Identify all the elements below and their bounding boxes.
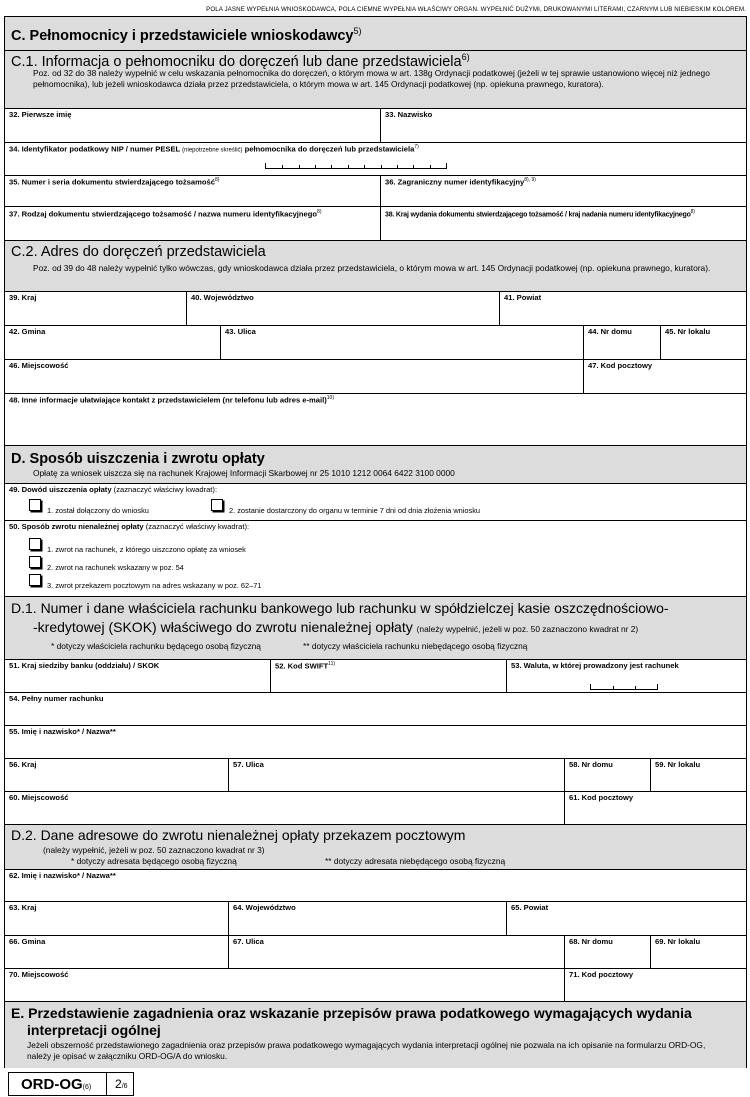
field-43-label: 43. Ulica — [225, 327, 256, 336]
field-37-label: 37. Rodzaj dokumentu stwierdzającego tożsamość / nazwa numeru identyfikacyjnego$^{8)}$ — [9, 209, 322, 219]
section-e-title-line-2: interpretacji ogólnej — [27, 1022, 161, 1038]
field-39-label: 39. Kraj — [9, 293, 37, 302]
section-e-description: Jeżeli obszerność przedstawionego zagadnienia oraz przepisów prawa podatkowego wymagających wydania interpretacji ogólnej nie pozwala na ich opisanie na formularzu ORD-OG, należy je opisać w załączniku ORD-OG/A do wniosku. — [27, 1040, 706, 1061]
section-c-title: C. Pełnomocnicy i przedstawiciele wnioskodawcy$^{5)}$ — [11, 26, 362, 44]
field-49-label: 49. Dowód uiszczenia opłaty (zaznaczyć właściwy kwadrat): — [9, 485, 218, 494]
field-35-label: 35. Numer i seria dokumentu stwierdzającego tożsamość$^{8)}$ — [9, 177, 220, 187]
field-34-input[interactable] — [265, 163, 447, 169]
field-64-label: 64. Województwo — [233, 903, 296, 912]
field-42-label: 42. Gmina — [9, 327, 46, 336]
field-49-option-1-checkbox[interactable] — [29, 499, 41, 511]
section-d2-note-1: * dotyczy adresata będącego osobą fizyczną — [71, 856, 237, 866]
footer-form-id — [8, 1072, 134, 1096]
section-d1-header — [5, 597, 746, 659]
field-46-label: 46. Miejscowość — [9, 361, 69, 370]
section-d1-title-line-2: -kredytowej (SKOK) właściwego do zwrotu nienależnej opłaty (należy wypełnić, jeżeli w poz. 50 zaznaczono kwadrat nr 2) — [33, 619, 639, 635]
field-36-label: 36. Zagraniczny numer identyfikacyjny$^{8), 9)}$ — [385, 177, 536, 187]
field-61-label: 61. Kod pocztowy — [569, 793, 634, 802]
field-71-label: 71. Kod pocztowy — [569, 970, 634, 979]
field-40-label: 40. Województwo — [191, 293, 254, 302]
field-67-label: 67. Ulica — [233, 937, 264, 946]
field-49-option-2-checkbox[interactable] — [211, 499, 223, 511]
field-59-label: 59. Nr lokalu — [655, 760, 701, 769]
field-33-label: 33. Nazwisko — [385, 110, 433, 119]
field-65-label: 65. Powiat — [511, 903, 549, 912]
field-47-label: 47. Kod pocztowy — [588, 361, 653, 370]
section-d2-note-2: ** dotyczy adresata niebędącego osobą fizyczną — [325, 856, 506, 866]
field-62-label: 62. Imię i nazwisko* / Nazwa** — [9, 871, 116, 880]
page-number: 2/6 — [106, 1073, 135, 1095]
section-c1-title: C.1. Informacja o pełnomocniku do doręczeń lub dane przedstawiciela$^{6)}$ — [11, 52, 470, 70]
field-57-label: 57. Ulica — [233, 760, 264, 769]
field-50-option-3-label: 3. zwrot przekazem pocztowym na adres wskazany w poz. 62–71 — [47, 581, 262, 590]
field-53-label: 53. Waluta, w której prowadzony jest rachunek — [511, 661, 679, 670]
field-50-option-3-checkbox[interactable] — [29, 574, 41, 586]
field-51-label: 51. Kraj siedziby banku (oddziału) / SKOK — [9, 661, 160, 670]
field-66-label: 66. Gmina — [9, 937, 46, 946]
section-e-header — [5, 1002, 746, 1068]
field-70-label: 70. Miejscowość — [9, 970, 69, 979]
section-d2-description: (należy wypełnić, jeżeli w poz. 50 zaznaczono kwadrat nr 3) — [43, 845, 265, 855]
field-50-option-2-label: 2. zwrot na rachunek wskazany w poz. 54 — [47, 563, 184, 572]
field-50-option-1-label: 1. zwrot na rachunek, z którego uiszczono opłatę za wniosek — [47, 545, 246, 554]
field-68-label: 68. Nr domu — [569, 937, 613, 946]
section-d-header — [5, 446, 746, 483]
section-c2-description: Poz. od 39 do 48 należy wypełnić tylko wówczas, gdy wnioskodawca działa przez przedstawiciela, o którym mowa w art. 145 Ordynacji podatkowej (np. opiekuna prawnego, kuratora). — [33, 263, 711, 273]
field-63-label: 63. Kraj — [9, 903, 37, 912]
section-d1-note-2: ** dotyczy właściciela rachunku niebędącego osobą fizyczną — [303, 641, 528, 651]
section-c1-description: Poz. od 32 do 38 należy wypełnić w celu wskazania pełnomocnika do doręczeń, o którym mowa w art. 138g Ordynacji podatkowej (jeżeli w tej sprawie ustanowiono więcej niż jednego pełnomocnika), lub jeżeli wnioskodawca działa przez przedstawiciela, o którym mowa w art. 145 Ordynacji podatkowej (np. opiekuna prawnego, kuratora). — [33, 68, 710, 89]
field-38-label: 38. Kraj wydania dokumentu stwierdzającego tożsamość / kraj nadania numeru identyfikacyjnego$^{8)}$ — [385, 209, 695, 219]
field-49-option-1-label: 1. został dołączony do wniosku — [47, 506, 149, 515]
field-50-option-2-checkbox[interactable] — [29, 556, 41, 568]
section-e-title-line-1: E. Przedstawienie zagadnienia oraz wskazanie przepisów prawa podatkowego wymagających wydania — [11, 1005, 692, 1021]
field-44-label: 44. Nr domu — [588, 327, 632, 336]
field-69-label: 69. Nr lokalu — [655, 937, 701, 946]
section-d1-title-line-1: D.1. Numer i dane właściciela rachunku bankowego lub rachunku w spółdzielczej kasie oszczędnościowo- — [11, 600, 669, 616]
field-50-option-1-checkbox[interactable] — [29, 538, 41, 550]
section-d2-header — [5, 825, 746, 869]
section-d2-title: D.2. Dane adresowe do zwrotu nienależnej opłaty przekazem pocztowym — [11, 827, 466, 843]
field-60-label: 60. Miejscowość — [9, 793, 69, 802]
field-55-label: 55. Imię i nazwisko* / Nazwa** — [9, 727, 116, 736]
section-d-description: Opłatę za wniosek uiszcza się na rachunek Krajowej Informacji Skarbowej nr 25 1010 1212 0064 6422 3100 0000 — [33, 468, 455, 478]
section-d-title: D. Sposób uiszczenia i zwrotu opłaty — [11, 451, 265, 467]
section-c1-header — [5, 51, 746, 108]
header-note: POLA JASNE WYPEŁNIA WNIOSKODAWCA, POLA CIEMNE WYPEŁNIA WŁAŚCIWY ORGAN. WYPEŁNIĆ DUŻYMI, DRUKOWANYMI LITERAMI, CZARNYM LUB NIEBIESKIM KOLOREM. — [206, 6, 746, 13]
section-c-header — [5, 17, 746, 50]
section-d1-note-1: * dotyczy właściciela rachunku będącego osobą fizyczną — [51, 641, 261, 651]
field-34-label: 34. Identyfikator podatkowy NIP / numer PESEL (niepotrzebne skreślić) pełnomocnika do doręczeń lub przedstawiciela$^{7)}$ — [9, 144, 419, 154]
section-c2-title: C.2. Adres do doręczeń przedstawiciela — [11, 244, 266, 260]
field-52-label: 52. Kod SWIFT$^{11)}$ — [275, 661, 336, 671]
form-frame — [4, 16, 747, 1068]
section-c2-header — [5, 241, 746, 291]
field-50-label: 50. Sposób zwrotu nienależnej opłaty (zaznaczyć właściwy kwadrat): — [9, 522, 250, 531]
field-41-label: 41. Powiat — [504, 293, 542, 302]
form-code: ORD-OG(6) — [21, 1076, 92, 1093]
field-48-label: 48. Inne informacje ułatwiające kontakt z przedstawicielem (nr telefonu lub adres e-mail)$^{10)}$ — [9, 395, 334, 405]
field-54-label: 54. Pełny numer rachunku — [9, 694, 104, 703]
field-53-input[interactable] — [590, 684, 658, 690]
field-45-label: 45. Nr lokalu — [665, 327, 711, 336]
field-32-label: 32. Pierwsze imię — [9, 110, 72, 119]
field-58-label: 58. Nr domu — [569, 760, 613, 769]
field-56-label: 56. Kraj — [9, 760, 37, 769]
field-49-option-2-label: 2. zostanie dostarczony do organu w terminie 7 dni od dnia złożenia wniosku — [229, 506, 481, 515]
